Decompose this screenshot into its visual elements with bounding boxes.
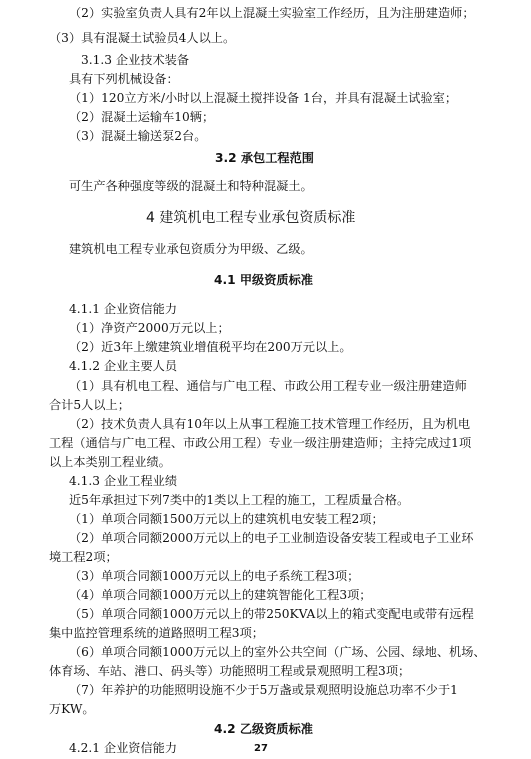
text-line: （2）技术负责人具有10年以上从事工程施工技术管理工作经历，且为机电 <box>69 417 471 431</box>
section-heading: 4.2.1 企业资信能力 <box>69 741 178 755</box>
text-line: （5）单项合同额1000万元以上的带250KVA以上的箱式变配电或带有远程 <box>69 607 474 621</box>
text-line: （2）单项合同额2000万元以上的电子工业制造设备安装工程或电子工业环 <box>69 531 474 545</box>
text-line: （4）单项合同额1000万元以上的建筑智能化工程3项； <box>69 588 372 602</box>
section-heading: 4.1.1 企业资信能力 <box>69 302 178 316</box>
text-line: （1）具有机电工程、通信与广电工程、市政公用工程专业一级注册建造师 <box>69 379 467 393</box>
text-line: （2）近3年上缴建筑业增值税平均在200万元以上。 <box>69 340 352 354</box>
text-line: 合计5人以上； <box>49 398 130 412</box>
text-line: 可生产各种强度等级的混凝土和特种混凝土。 <box>69 179 313 193</box>
text-line: （2）实验室负责人具有2年以上混凝土实验室工作经历，且为注册建造师； <box>69 6 475 20</box>
text-line: （1）单项合同额1500万元以上的建筑机电安装工程2项； <box>69 512 384 526</box>
text-line: （1）净资产2000万元以上； <box>69 321 230 335</box>
text-line: 建筑机电工程专业承包资质分为甲级、乙级。 <box>69 242 313 256</box>
text-line: 体育场、车站、港口、码头等）功能照明工程或景观照明工程3项； <box>49 664 411 678</box>
section-heading: 4.1 甲级资质标准 <box>214 273 313 287</box>
text-line: （7）年养护的功能照明设施不少于5万盏或景观照明设施总功率不少于1 <box>69 683 458 697</box>
text-line: （3）具有混凝土试验员4人以上。 <box>49 31 236 45</box>
section-heading: 4.1.2 企业主要人员 <box>69 359 178 373</box>
section-heading: 4.1.3 企业工程业绩 <box>69 474 178 488</box>
text-line: 具有下列机械设备： <box>69 72 179 86</box>
text-line: （3）混凝土输送泵2台。 <box>69 129 207 143</box>
text-line: 万KW。 <box>49 702 95 716</box>
text-line: （3）单项合同额1000万元以上的电子系统工程3项； <box>69 569 360 583</box>
text-line: （1）120立方米/小时以上混凝土搅拌设备 1台，并具有混凝土试验室； <box>69 91 458 105</box>
section-heading: 3.2 承包工程范围 <box>215 151 314 165</box>
section-heading: 3.1.3 企业技术装备 <box>81 53 190 67</box>
text-line: 以上本类别工程业绩。 <box>49 455 171 469</box>
section-heading: 4.2 乙级资质标准 <box>214 722 313 736</box>
text-line: 境工程2项； <box>49 550 118 564</box>
text-line: （2）混凝土运输车10辆； <box>69 110 215 124</box>
text-line: （6）单项合同额1000万元以上的室外公共空间（广场、公园、绿地、机场、 <box>69 645 486 659</box>
text-line: 近5年承担过下列7类中的1类以上工程的施工，工程质量合格。 <box>69 493 410 507</box>
text-line: 集中监控管理系统的道路照明工程3项； <box>49 626 264 640</box>
chapter-heading: 4 建筑机电工程专业承包资质标准 <box>146 210 356 226</box>
page-number: 27 <box>254 743 268 754</box>
text-line: 工程（通信与广电工程、市政公用工程）专业一级注册建造师；主持完成过1项 <box>49 436 472 450</box>
